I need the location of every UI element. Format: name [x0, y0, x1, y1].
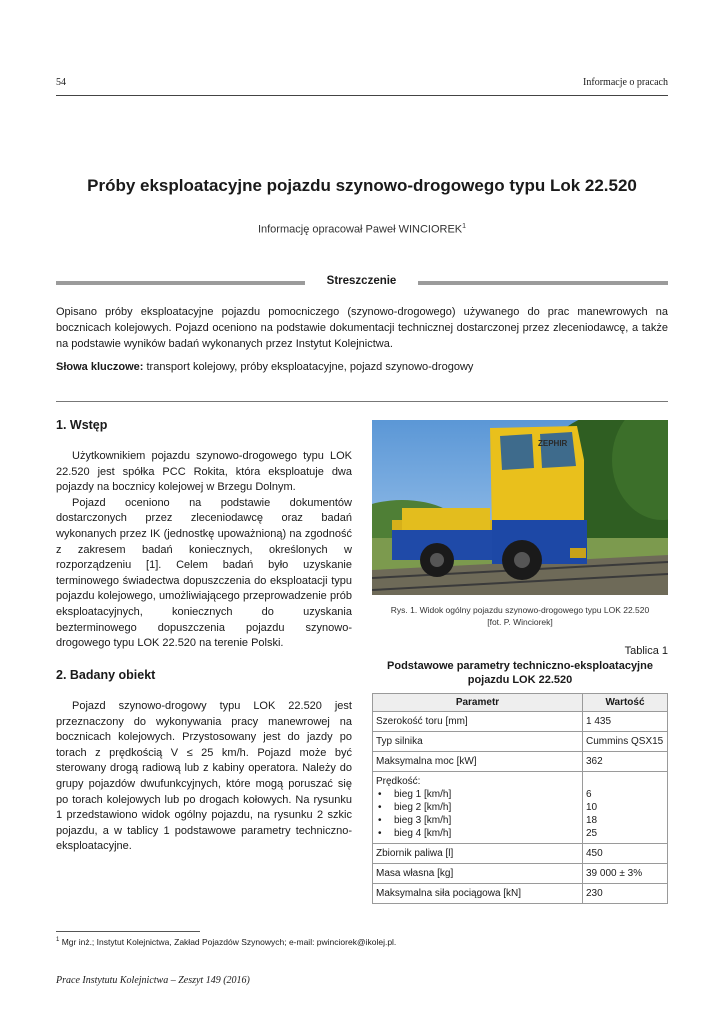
table-cell-value — [583, 772, 668, 844]
table-row — [373, 864, 668, 884]
table-cell-param: Masa własna [kg] — [373, 864, 583, 884]
gear-item: • bieg 1 [km/h] — [376, 788, 579, 801]
table-row — [373, 884, 668, 904]
section-heading-object: 2. Badany obiekt — [56, 668, 156, 682]
table-cell-value: 362 — [583, 752, 668, 772]
article-title: Próby eksploatacyjne pojazdu szynowo-drogowego typu Lok 22.520 — [87, 176, 637, 195]
figure-credit: [fot. P. Winciorek] — [487, 616, 553, 627]
table-header-row — [373, 694, 668, 712]
section-introduction-body — [56, 449, 352, 652]
header-rule — [56, 95, 668, 96]
abstract-text: Opisano próby eksploatacyjne pojazdu pomocniczego (szynowo-drogowego) używanego do prac manewrowych na bocznicach kolejowych. Pojazd oceniono na podstawie dokumentacji technicznej dostarczonej przez zleceniodawcę, a także na podstawie wyników badań wykonanych przez Instytut Kolejnictwa. — [56, 306, 668, 350]
author-footnote-mark: 1 — [462, 223, 467, 230]
author-line — [0, 223, 724, 236]
table-cell-value: Cummins QSX15 — [583, 732, 668, 752]
gear-value: 6 — [586, 789, 592, 800]
section-heading-introduction: 1. Wstęp — [56, 418, 108, 432]
table-row — [373, 772, 668, 844]
running-head: Informacje o pracach — [583, 77, 668, 88]
table-row — [373, 732, 668, 752]
table-cell-param — [373, 772, 583, 844]
table-cell-param: Maksymalna moc [kW] — [373, 752, 583, 772]
gear-value: 10 — [586, 802, 598, 813]
gear-item: • bieg 3 [km/h] — [376, 814, 579, 827]
paragraph: Pojazd szynowo-drogowy typu LOK 22.520 jest przeznaczony do wykonywania pracy manewrowej na bocznicach kolejowych. Przystosowany jest do jazdy po torach z prędkością V ≤ 25 km/h. Pojazd może być sterowany drogą radiową lub z kabiny operatora. Należy do grupy pojazdów dwufunkcyjnych, które mogą poruszać się po torach kolejowych lub po drogach kołowych. Na rysunku 1 przedstawiono widok ogólny pojazdu, na rysunku 2 szkic pojazdu, a w tablicy 1 podstawowe parametry techniczno-eksploatacyjne. — [56, 700, 352, 853]
table-cell-param: Maksymalna siła pociągowa [kN] — [373, 884, 583, 904]
abstract-bar-left — [56, 281, 305, 285]
journal-footer: Prace Instytutu Kolejnictwa – Zeszyt 149 (2016) — [56, 975, 250, 986]
keywords-text: transport kolejowy, próby eksploatacyjne, pojazd szynowo-drogowy — [143, 361, 474, 373]
section-rule — [56, 401, 668, 402]
keywords — [56, 361, 668, 373]
gear-item: • bieg 4 [km/h] — [376, 827, 579, 840]
table-cell-param: Szerokość toru [mm] — [373, 712, 583, 732]
parameters-table — [372, 693, 668, 904]
table-cell-value: 230 — [583, 884, 668, 904]
speed-label: Prędkość: — [376, 776, 421, 787]
table-header-parameter: Parametr — [373, 694, 583, 712]
table-row — [373, 844, 668, 864]
table-cell-param: Zbiornik paliwa [l] — [373, 844, 583, 864]
speed-gear-list — [376, 788, 579, 840]
section-object-body — [56, 699, 352, 855]
table-cell-value: 1 435 — [583, 712, 668, 732]
figure-caption — [372, 605, 668, 628]
table-cell-value: 39 000 ± 3% — [583, 864, 668, 884]
abstract-bar-right — [418, 281, 668, 285]
page-number: 54 — [56, 77, 66, 88]
table-label: Tablica 1 — [624, 645, 668, 657]
table-title: Podstawowe parametry techniczno-eksploatacyjne pojazdu LOK 22.520 — [387, 660, 653, 686]
table-cell-param: Typ silnika — [373, 732, 583, 752]
footnote-mark: 1 — [56, 937, 60, 944]
footnote-text: Mgr inż.; Instytut Kolejnictwa, Zakład Pojazdów Szynowych; e-mail: pwinciorek@ikolej.pl. — [59, 937, 397, 947]
table-row — [373, 752, 668, 772]
footnote-rule — [56, 931, 200, 932]
keywords-label: Słowa kluczowe: — [56, 361, 144, 373]
table-header-value: Wartość — [583, 694, 668, 712]
vehicle-brand-text: ZEPHIR — [538, 439, 568, 448]
paragraph: Pojazd oceniono na podstawie dokumentów dostarczonych przez zleceniodawcę oraz badań wykonanych przez IK (jednostkę upoważnioną) na zgodność z zakresem badań koniecznych, określonych w rozporządzeniu [1]. Celem badań było uzyskanie terminowego świadectwa dopuszczenia do eksploatacji typu pojazdu kolejowego, umożliwiającego przeprowadzenie prób eksploatacyjnych, koniecznych do uzyskania bezterminowego dopuszczenia pojazdu szynowo-drogowego typu LOK 22.520 na terenie Polski. — [56, 496, 352, 650]
table-cell-value: 450 — [583, 844, 668, 864]
table-row — [373, 712, 668, 732]
gear-item: • bieg 2 [km/h] — [376, 801, 579, 814]
paragraph: Użytkownikiem pojazdu szynowo-drogowego typu LOK 22.520 jest spółka PCC Rokita, która eksploatuje dwa pojazdy na bocznicy kolejowej w Brzegu Dolnym. — [56, 450, 352, 494]
abstract-heading: Streszczenie — [326, 275, 397, 287]
author-text: Informację opracował Paweł WINCIOREK — [257, 223, 463, 236]
figure-caption-line: Rys. 1. Widok ogólny pojazdu szynowo-drogowego typu LOK 22.520 — [390, 605, 650, 615]
gear-value: 25 — [586, 828, 598, 839]
gear-value: 18 — [586, 815, 598, 826]
vehicle-photo — [372, 420, 668, 595]
footnote — [56, 937, 396, 947]
